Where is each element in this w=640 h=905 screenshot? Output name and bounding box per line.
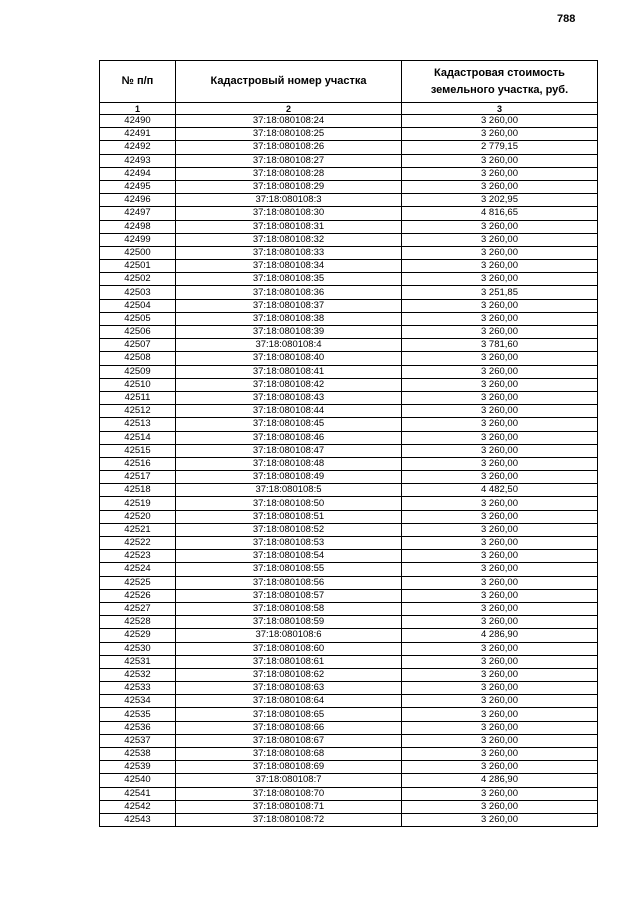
cell-cadastral-number: 37:18:080108:46 [176, 431, 402, 444]
cell-cadastral-value: 4 482,50 [402, 484, 598, 497]
cell-index: 42539 [100, 761, 176, 774]
cell-cadastral-number: 37:18:080108:36 [176, 286, 402, 299]
table-header [100, 61, 598, 115]
cell-cadastral-number: 37:18:080108:40 [176, 352, 402, 365]
cell-cadastral-value: 3 260,00 [402, 550, 598, 563]
cell-cadastral-value: 3 260,00 [402, 655, 598, 668]
cell-index: 42518 [100, 484, 176, 497]
cell-cadastral-value: 3 260,00 [402, 813, 598, 826]
cell-index: 42501 [100, 260, 176, 273]
cell-cadastral-value: 3 260,00 [402, 233, 598, 246]
table-row [100, 576, 598, 589]
cell-index: 42513 [100, 418, 176, 431]
cell-index: 42537 [100, 734, 176, 747]
header-index: № п/п [100, 61, 176, 103]
cell-cadastral-value: 2 779,15 [402, 141, 598, 154]
table-row [100, 326, 598, 339]
cell-index: 42527 [100, 602, 176, 615]
cell-cadastral-value: 3 251,85 [402, 286, 598, 299]
table-body [100, 115, 598, 827]
cell-index: 42507 [100, 339, 176, 352]
cell-index: 42530 [100, 642, 176, 655]
cell-cadastral-number: 37:18:080108:34 [176, 260, 402, 273]
cell-cadastral-value: 3 260,00 [402, 365, 598, 378]
cell-cadastral-value: 3 260,00 [402, 391, 598, 404]
cell-index: 42499 [100, 233, 176, 246]
cell-cadastral-value: 3 260,00 [402, 378, 598, 391]
cell-index: 42523 [100, 550, 176, 563]
table-row [100, 444, 598, 457]
cell-index: 42535 [100, 708, 176, 721]
table-row [100, 180, 598, 193]
cell-cadastral-value: 3 260,00 [402, 260, 598, 273]
cell-index: 42515 [100, 444, 176, 457]
table-row [100, 721, 598, 734]
cell-index: 42525 [100, 576, 176, 589]
cell-index: 42540 [100, 774, 176, 787]
table-row [100, 260, 598, 273]
cell-cadastral-value: 3 260,00 [402, 405, 598, 418]
cell-index: 42508 [100, 352, 176, 365]
cell-cadastral-value: 3 781,60 [402, 339, 598, 352]
table-row [100, 378, 598, 391]
cell-cadastral-number: 37:18:080108:57 [176, 589, 402, 602]
cell-cadastral-number: 37:18:080108:72 [176, 813, 402, 826]
cell-cadastral-number: 37:18:080108:55 [176, 563, 402, 576]
cell-cadastral-value: 3 260,00 [402, 220, 598, 233]
cell-index: 42510 [100, 378, 176, 391]
cell-cadastral-value: 4 286,90 [402, 629, 598, 642]
cell-cadastral-number: 37:18:080108:29 [176, 180, 402, 193]
table-row [100, 537, 598, 550]
cell-cadastral-value: 3 260,00 [402, 642, 598, 655]
header-row [100, 61, 598, 103]
cell-cadastral-number: 37:18:080108:37 [176, 299, 402, 312]
cell-cadastral-number: 37:18:080108:51 [176, 510, 402, 523]
table-row [100, 550, 598, 563]
table-row [100, 589, 598, 602]
cell-cadastral-number: 37:18:080108:62 [176, 668, 402, 681]
cell-index: 42503 [100, 286, 176, 299]
cell-index: 42492 [100, 141, 176, 154]
cell-cadastral-value: 3 260,00 [402, 154, 598, 167]
cell-index: 42543 [100, 813, 176, 826]
cell-index: 42522 [100, 537, 176, 550]
table-row [100, 128, 598, 141]
cell-cadastral-number: 37:18:080108:69 [176, 761, 402, 774]
column-number-row [100, 103, 598, 115]
cell-cadastral-value: 3 260,00 [402, 246, 598, 259]
table-row [100, 207, 598, 220]
table-row [100, 246, 598, 259]
cell-index: 42505 [100, 312, 176, 325]
table-row [100, 800, 598, 813]
cell-index: 42526 [100, 589, 176, 602]
cell-cadastral-number: 37:18:080108:30 [176, 207, 402, 220]
cell-cadastral-number: 37:18:080108:26 [176, 141, 402, 154]
cell-cadastral-value: 3 260,00 [402, 312, 598, 325]
cell-cadastral-number: 37:18:080108:33 [176, 246, 402, 259]
table-row [100, 286, 598, 299]
cell-cadastral-number: 37:18:080108:58 [176, 602, 402, 615]
cell-cadastral-number: 37:18:080108:6 [176, 629, 402, 642]
cell-index: 42541 [100, 787, 176, 800]
cell-cadastral-value: 3 260,00 [402, 497, 598, 510]
cell-cadastral-value: 3 260,00 [402, 510, 598, 523]
table-row [100, 668, 598, 681]
table-row [100, 273, 598, 286]
table-row [100, 154, 598, 167]
cell-index: 42502 [100, 273, 176, 286]
cell-cadastral-number: 37:18:080108:27 [176, 154, 402, 167]
table-row [100, 774, 598, 787]
cell-index: 42534 [100, 695, 176, 708]
table-row [100, 497, 598, 510]
table-row [100, 365, 598, 378]
cell-cadastral-value: 3 260,00 [402, 115, 598, 128]
cell-cadastral-value: 3 260,00 [402, 721, 598, 734]
cell-cadastral-value: 3 260,00 [402, 180, 598, 193]
cell-index: 42524 [100, 563, 176, 576]
cell-cadastral-value: 3 260,00 [402, 167, 598, 180]
table-row [100, 748, 598, 761]
cell-cadastral-number: 37:18:080108:35 [176, 273, 402, 286]
table-row [100, 405, 598, 418]
cell-index: 42516 [100, 457, 176, 470]
cell-cadastral-value: 3 260,00 [402, 537, 598, 550]
cell-cadastral-value: 4 816,65 [402, 207, 598, 220]
column-number: 3 [402, 103, 598, 115]
table-row [100, 339, 598, 352]
table-row [100, 563, 598, 576]
cell-cadastral-value: 3 260,00 [402, 761, 598, 774]
cell-cadastral-number: 37:18:080108:3 [176, 194, 402, 207]
cell-cadastral-number: 37:18:080108:64 [176, 695, 402, 708]
cell-cadastral-number: 37:18:080108:48 [176, 457, 402, 470]
table-row [100, 787, 598, 800]
table-row [100, 813, 598, 826]
cell-index: 42490 [100, 115, 176, 128]
cell-cadastral-value: 3 260,00 [402, 418, 598, 431]
header-cadastral-value: Кадастровая стоимость земельного участка, руб. [402, 61, 598, 103]
cell-cadastral-number: 37:18:080108:31 [176, 220, 402, 233]
cell-cadastral-number: 37:18:080108:50 [176, 497, 402, 510]
column-number: 2 [176, 103, 402, 115]
cell-cadastral-number: 37:18:080108:59 [176, 616, 402, 629]
cell-cadastral-number: 37:18:080108:49 [176, 471, 402, 484]
table-row [100, 761, 598, 774]
cell-cadastral-value: 3 260,00 [402, 787, 598, 800]
cell-cadastral-number: 37:18:080108:25 [176, 128, 402, 141]
cell-index: 42495 [100, 180, 176, 193]
cell-cadastral-value: 3 260,00 [402, 602, 598, 615]
cell-cadastral-value: 3 260,00 [402, 523, 598, 536]
table-row [100, 484, 598, 497]
cell-cadastral-value: 3 260,00 [402, 576, 598, 589]
cell-cadastral-number: 37:18:080108:41 [176, 365, 402, 378]
table-row [100, 167, 598, 180]
cell-cadastral-value: 3 260,00 [402, 682, 598, 695]
cell-cadastral-number: 37:18:080108:60 [176, 642, 402, 655]
cell-index: 42529 [100, 629, 176, 642]
cell-cadastral-value: 3 260,00 [402, 563, 598, 576]
cell-index: 42509 [100, 365, 176, 378]
cell-index: 42519 [100, 497, 176, 510]
cell-index: 42542 [100, 800, 176, 813]
cell-cadastral-value: 3 202,95 [402, 194, 598, 207]
cell-cadastral-value: 3 260,00 [402, 708, 598, 721]
table-row [100, 194, 598, 207]
cell-index: 42498 [100, 220, 176, 233]
table-row [100, 457, 598, 470]
cell-index: 42500 [100, 246, 176, 259]
cell-index: 42512 [100, 405, 176, 418]
cell-cadastral-number: 37:18:080108:53 [176, 537, 402, 550]
cell-cadastral-value: 3 260,00 [402, 299, 598, 312]
header-cadastral-number: Кадастровый номер участка [176, 61, 402, 103]
table-row [100, 312, 598, 325]
cell-cadastral-value: 3 260,00 [402, 352, 598, 365]
table-row [100, 682, 598, 695]
cell-index: 42520 [100, 510, 176, 523]
cell-index: 42504 [100, 299, 176, 312]
cadastral-table [99, 60, 598, 827]
cell-cadastral-number: 37:18:080108:66 [176, 721, 402, 734]
table-row [100, 391, 598, 404]
table-row [100, 115, 598, 128]
cell-cadastral-value: 3 260,00 [402, 471, 598, 484]
cell-cadastral-value: 3 260,00 [402, 734, 598, 747]
cell-cadastral-number: 37:18:080108:47 [176, 444, 402, 457]
cell-index: 42533 [100, 682, 176, 695]
table-row [100, 616, 598, 629]
cell-cadastral-number: 37:18:080108:68 [176, 748, 402, 761]
cell-cadastral-number: 37:18:080108:61 [176, 655, 402, 668]
cell-index: 42532 [100, 668, 176, 681]
cell-index: 42496 [100, 194, 176, 207]
table-row [100, 418, 598, 431]
table-row [100, 220, 598, 233]
cell-cadastral-number: 37:18:080108:24 [176, 115, 402, 128]
cell-cadastral-value: 3 260,00 [402, 695, 598, 708]
cell-index: 42528 [100, 616, 176, 629]
cell-cadastral-value: 3 260,00 [402, 616, 598, 629]
cell-cadastral-number: 37:18:080108:71 [176, 800, 402, 813]
cell-cadastral-number: 37:18:080108:42 [176, 378, 402, 391]
page-number: 788 [557, 13, 576, 25]
table-row [100, 431, 598, 444]
cell-index: 42514 [100, 431, 176, 444]
cell-index: 42494 [100, 167, 176, 180]
table-row [100, 510, 598, 523]
cell-cadastral-number: 37:18:080108:4 [176, 339, 402, 352]
cell-cadastral-number: 37:18:080108:39 [176, 326, 402, 339]
cell-cadastral-number: 37:18:080108:7 [176, 774, 402, 787]
cell-index: 42538 [100, 748, 176, 761]
cell-index: 42536 [100, 721, 176, 734]
cell-index: 42521 [100, 523, 176, 536]
table-row [100, 523, 598, 536]
cell-cadastral-number: 37:18:080108:67 [176, 734, 402, 747]
cell-cadastral-value: 3 260,00 [402, 589, 598, 602]
cell-cadastral-value: 3 260,00 [402, 128, 598, 141]
cell-index: 42493 [100, 154, 176, 167]
cell-cadastral-value: 3 260,00 [402, 431, 598, 444]
column-number: 1 [100, 103, 176, 115]
cell-cadastral-value: 3 260,00 [402, 668, 598, 681]
cell-index: 42517 [100, 471, 176, 484]
cell-cadastral-number: 37:18:080108:45 [176, 418, 402, 431]
cell-cadastral-value: 3 260,00 [402, 748, 598, 761]
table-row [100, 602, 598, 615]
cell-cadastral-number: 37:18:080108:65 [176, 708, 402, 721]
table-row [100, 655, 598, 668]
cell-index: 42497 [100, 207, 176, 220]
cell-cadastral-value: 3 260,00 [402, 457, 598, 470]
cell-cadastral-number: 37:18:080108:56 [176, 576, 402, 589]
table-row [100, 734, 598, 747]
table-row [100, 642, 598, 655]
table-row [100, 299, 598, 312]
table-row [100, 233, 598, 246]
table-row [100, 141, 598, 154]
cell-cadastral-value: 3 260,00 [402, 444, 598, 457]
cell-index: 42491 [100, 128, 176, 141]
cell-index: 42531 [100, 655, 176, 668]
table-row [100, 471, 598, 484]
cell-cadastral-number: 37:18:080108:70 [176, 787, 402, 800]
cell-cadastral-number: 37:18:080108:5 [176, 484, 402, 497]
table-row [100, 352, 598, 365]
cell-cadastral-number: 37:18:080108:43 [176, 391, 402, 404]
cell-cadastral-number: 37:18:080108:44 [176, 405, 402, 418]
cell-cadastral-value: 3 260,00 [402, 800, 598, 813]
cell-cadastral-value: 4 286,90 [402, 774, 598, 787]
cell-cadastral-number: 37:18:080108:54 [176, 550, 402, 563]
table-row [100, 629, 598, 642]
cell-index: 42511 [100, 391, 176, 404]
cell-index: 42506 [100, 326, 176, 339]
cell-cadastral-number: 37:18:080108:28 [176, 167, 402, 180]
table-row [100, 708, 598, 721]
cell-cadastral-value: 3 260,00 [402, 326, 598, 339]
cell-cadastral-value: 3 260,00 [402, 273, 598, 286]
cell-cadastral-number: 37:18:080108:63 [176, 682, 402, 695]
table-row [100, 695, 598, 708]
cell-cadastral-number: 37:18:080108:38 [176, 312, 402, 325]
cell-cadastral-number: 37:18:080108:52 [176, 523, 402, 536]
cell-cadastral-number: 37:18:080108:32 [176, 233, 402, 246]
